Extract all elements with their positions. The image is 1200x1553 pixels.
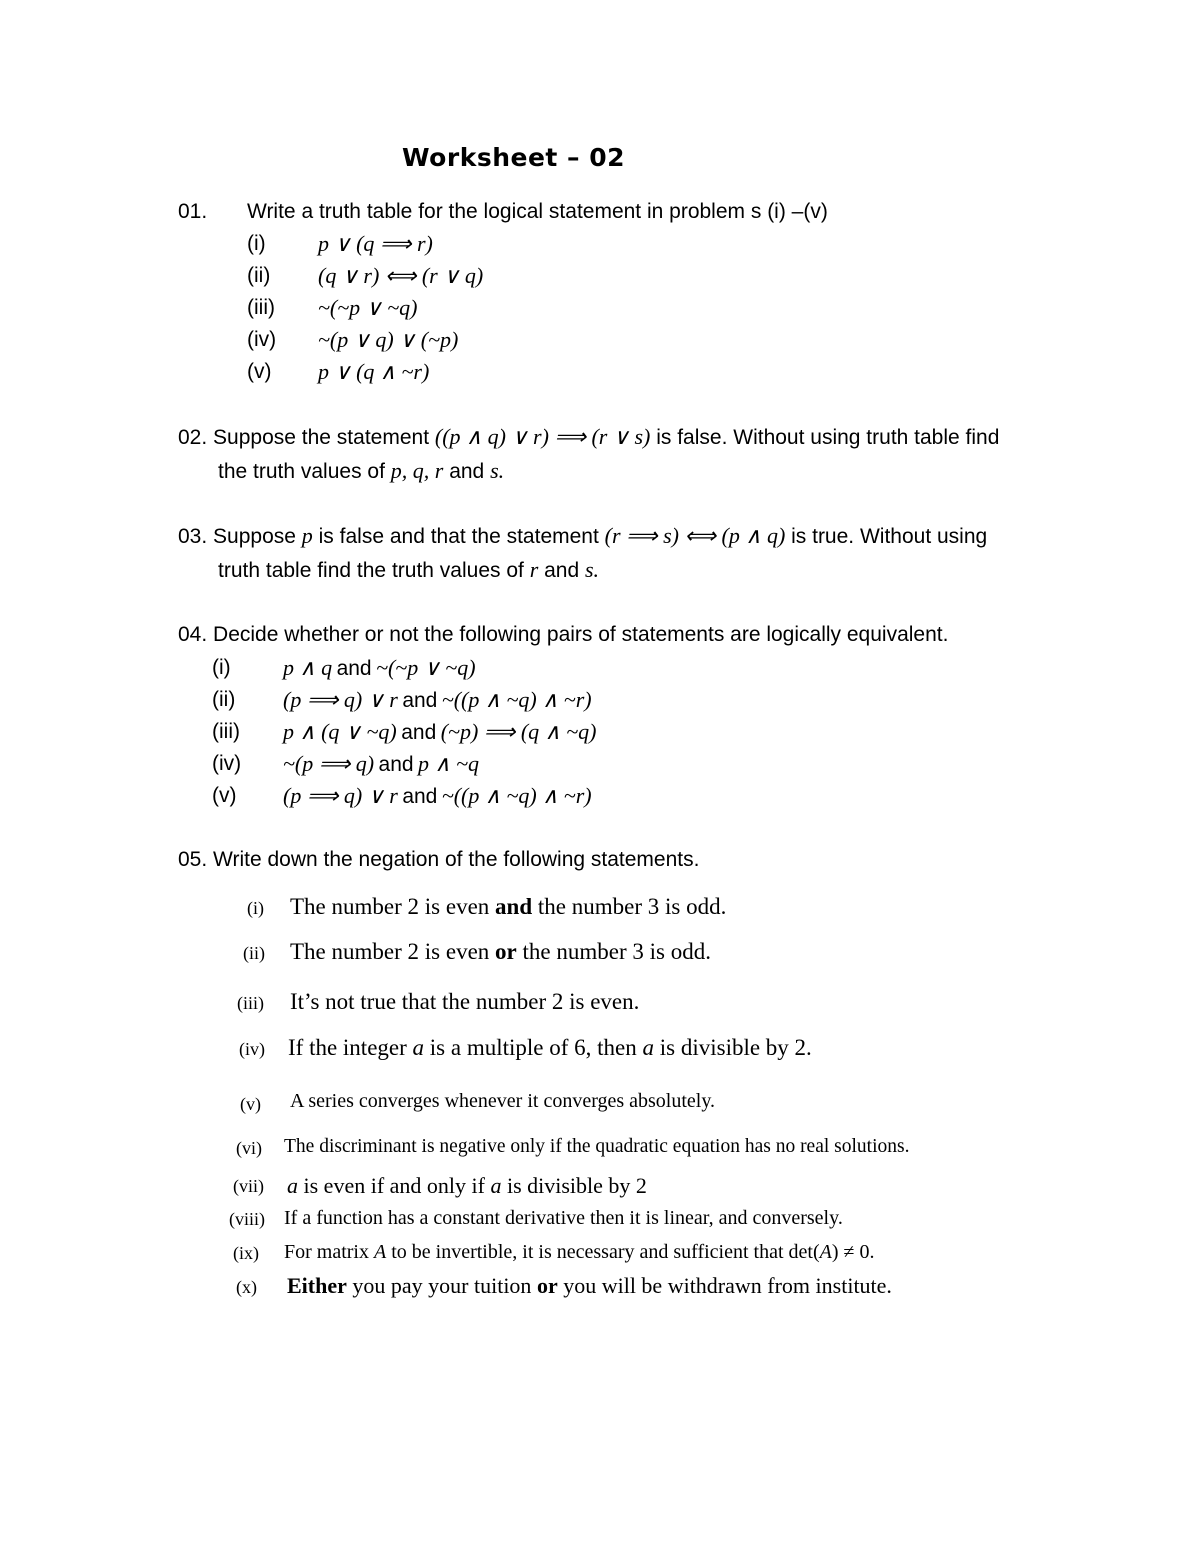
equivalence-pair [283,783,592,809]
question-text: is true. Without using [791,525,988,548]
right-expression: (~p) ⟹ (q ∧ ~q) [440,719,597,744]
statement-text: you pay your tuition [352,1273,532,1298]
item-label: (v) [240,1094,261,1114]
left-expression: ~(p ⟹ q) [283,751,375,776]
item-label: (ix) [233,1243,259,1263]
item-label: (i) [247,232,266,255]
item-expression: p ∨ (q ∧ ~r) [318,359,430,384]
question-text-line-1 [178,523,987,549]
question-text: Suppose [213,525,296,548]
item-label: (i) [212,656,231,679]
statement-text: you will be withdrawn from institute. [563,1273,892,1298]
variable: p [301,523,313,548]
question-number: 01. [178,200,208,223]
statement-connective: and [495,894,533,919]
item-label: (v) [212,784,237,807]
question-text-line-2 [218,557,599,583]
statement-text: the number 3 is odd. [537,894,727,919]
negation-statement: It’s not true that the number 2 is even. [290,989,640,1014]
right-expression: ~(~p ∨ ~q) [376,655,476,680]
variable: A [374,1241,387,1263]
question-text-line-1 [178,424,999,450]
left-expression: p ∧ (q ∨ ~q) [283,719,397,744]
question-text: Decide whether or not the following pairs of statements are logically equivalent. [213,623,949,646]
variable: s. [490,458,505,483]
statement-text: is even [303,1173,366,1198]
statement-text: is divisible by 2 [506,1173,647,1198]
left-expression: (p ⟹ q) ∨ r [283,783,398,808]
negation-statement [287,1273,892,1299]
equivalence-pair [283,655,476,681]
statement-connective: Either [287,1273,347,1298]
item-label: (iv) [212,752,242,775]
item-label: (i) [247,898,264,918]
statement-expression: ((p ∧ q) ∨ r) ⟹ (r ∨ s) [434,424,651,449]
question-text-line-2 [218,458,504,484]
equivalence-pair [283,687,592,713]
negation-statement [288,1035,812,1061]
variable: a [412,1035,425,1060]
item-label: (ii) [247,264,271,287]
item-label: (x) [236,1277,257,1297]
statement-text: is divisible by 2. [659,1035,812,1060]
question-text: and [544,559,580,582]
negation-statement: If a function has a constant derivative then it is linear, and conversely. [284,1207,843,1229]
statement-text: The number 2 is even [290,939,490,964]
variable: A [819,1241,832,1263]
question-text: Suppose the statement [213,426,430,449]
question-text-line [178,848,699,872]
item-label: (viii) [229,1209,265,1229]
variable: r [529,557,539,582]
item-label: (v) [247,360,272,383]
item-label: (ii) [243,943,265,963]
pair-connector: and [401,721,437,744]
pair-connector: and [378,753,414,776]
pair-connector: and [336,657,372,680]
variable: a [642,1035,654,1060]
right-expression: ~((p ∧ ~q) ∧ ~r) [441,687,592,712]
right-expression: p ∧ ~q [418,751,480,776]
statement-expression: (r ⟹ s) ⟺ (p ∧ q) [604,523,786,548]
question-text-line [178,623,948,647]
negation-statement [290,939,711,965]
negation-statement [290,894,726,920]
statement-connective: or [536,1273,558,1298]
variables: p, q, r [390,458,444,483]
item-expression: (q ∨ r) ⟺ (r ∨ q) [318,263,484,288]
pair-connector: and [402,785,438,808]
item-label: (vi) [236,1138,262,1158]
item-label: (iii) [237,993,264,1013]
question-number: 03. [178,525,208,548]
statement-connective: or [495,939,517,964]
question-number: 04. [178,623,208,646]
item-expression: ~(p ∨ q) ∨ (~p) [318,327,459,352]
page-title: Worksheet – 02 [402,143,626,172]
statement-text: For matrix [284,1241,369,1263]
statement-connective: if and only if [370,1173,485,1198]
item-label: (ii) [212,688,236,711]
item-expression: ~(~p ∨ ~q) [318,295,418,320]
negation-statement: A series converges whenever it converges absolutely. [290,1090,716,1112]
variable: a [287,1173,298,1198]
statement-text: The number 2 is even [290,894,490,919]
question-text: Write a truth table for the logical statement in problem s (i) –(v) [247,200,828,223]
equivalence-pair [283,751,479,777]
statement-text: is a multiple of 6, then [429,1035,637,1060]
right-expression: ~((p ∧ ~q) ∧ ~r) [441,783,592,808]
question-text: truth table find the truth values of [218,559,524,582]
equivalence-pair [283,719,596,745]
item-expression: p ∨ (q ⟹ r) [318,231,433,256]
item-label: (iii) [247,296,275,319]
item-label: (vii) [233,1176,264,1196]
question-text: is false. Without using truth table find [656,426,1000,449]
question-text: the truth values of [218,460,385,483]
item-label: (iii) [212,720,240,743]
question-number: 02. [178,426,208,449]
pair-connector: and [402,689,438,712]
statement-text: to be invertible, it is necessary and sufficient that det( [391,1241,820,1263]
negation-statement [287,1173,647,1199]
question-text: is false and that the statement [318,525,599,548]
negation-statement [284,1241,874,1264]
negation-statement: The discriminant is negative only if the quadratic equation has no real solutions. [284,1136,910,1157]
statement-text: ) ≠ 0. [831,1241,875,1263]
statement-text: If the integer [288,1035,407,1060]
variable: s. [585,557,600,582]
variable: a [490,1173,502,1198]
left-expression: p ∧ q [283,655,333,680]
item-label: (iv) [247,328,277,351]
question-number: 05. [178,848,208,871]
question-text: and [449,460,485,483]
statement-text: the number 3 is odd. [522,939,711,964]
question-text: Write down the negation of the following statements. [213,848,700,871]
left-expression: (p ⟹ q) ∨ r [283,687,398,712]
item-label: (iv) [239,1039,265,1059]
